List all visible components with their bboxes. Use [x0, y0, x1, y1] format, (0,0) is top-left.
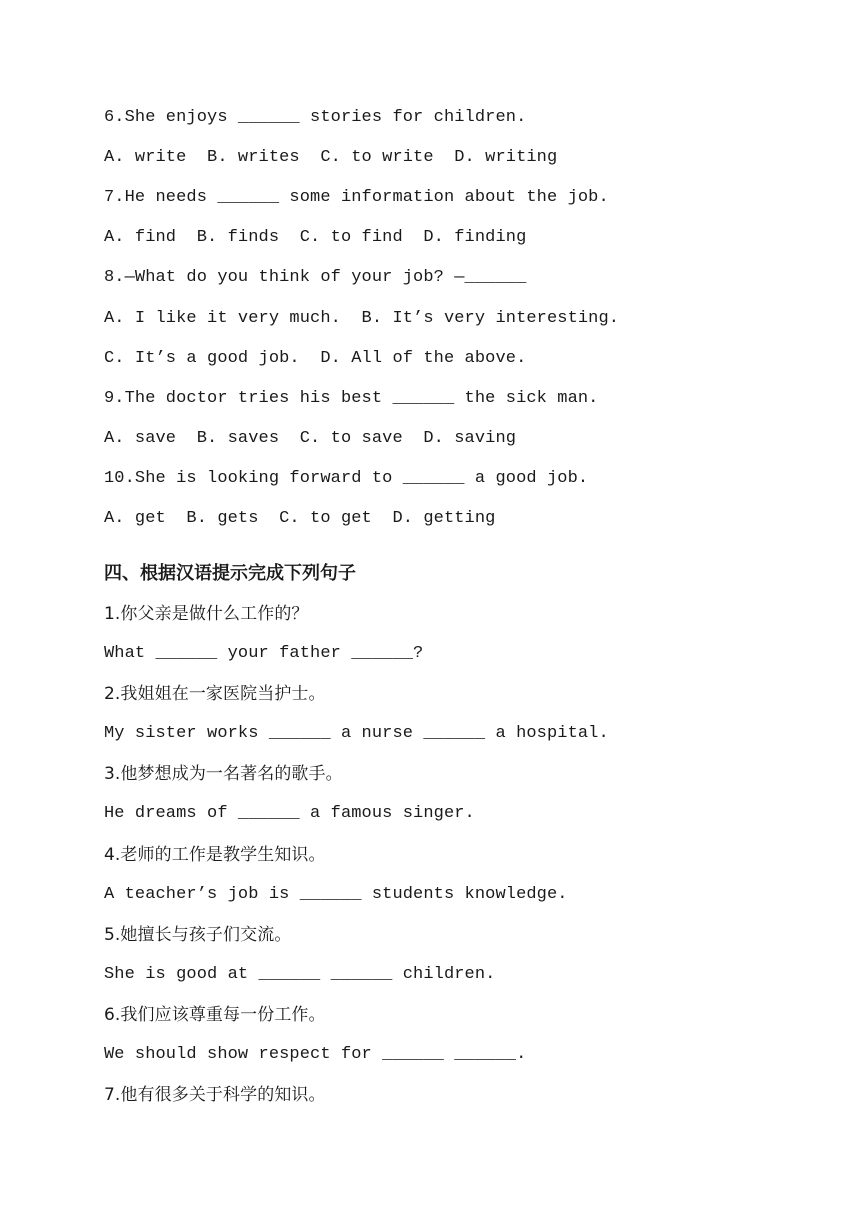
translation-item-5-chinese: 5.她擅长与孩子们交流。 [104, 925, 292, 945]
question-7: 7.He needs ______ some information about the job. [104, 188, 609, 207]
translation-item-1-chinese: 1.你父亲是做什么工作的？ [104, 604, 309, 624]
translation-item-2-chinese: 2.我姐姐在一家医院当护士。 [104, 684, 326, 704]
translation-item-7-chinese: 7.他有很多关于科学的知识。 [104, 1085, 326, 1105]
options-9: A. save B. saves C. to save D. saving [104, 429, 517, 448]
question-8: 8.—What do you think of your job? —______ [104, 268, 527, 287]
options-8-cd: C. It’s a good job. D. All of the above. [104, 349, 527, 368]
translation-item-6-english: We should show respect for ______ ______. [104, 1045, 527, 1064]
translation-item-6-chinese: 6.我们应该尊重每一份工作。 [104, 1005, 326, 1025]
translation-item-5-english: She is good at ______ ______ children. [104, 965, 496, 984]
translation-item-4-chinese: 4.老师的工作是教学生知识。 [104, 845, 326, 865]
translation-item-2-english: My sister works ______ a nurse ______ a hospital. [104, 724, 609, 743]
options-10: A. get B. gets C. to get D. getting [104, 509, 496, 528]
question-9: 9.The doctor tries his best ______ the sick man. [104, 389, 599, 408]
translation-item-1-english: What ______ your father ______? [104, 644, 424, 663]
section-heading: 四、根据汉语提示完成下列句子 [104, 563, 356, 584]
options-7: A. find B. finds C. to find D. finding [104, 228, 527, 247]
question-6: 6.She enjoys ______ stories for children. [104, 108, 527, 127]
translation-item-3-english: He dreams of ______ a famous singer. [104, 804, 475, 823]
translation-item-3-chinese: 3.他梦想成为一名著名的歌手。 [104, 764, 343, 784]
options-6: A. write B. writes C. to write D. writing [104, 148, 558, 167]
options-8-ab: A. I like it very much. B. It’s very interesting. [104, 309, 620, 328]
translation-item-4-english: A teacher’s job is ______ students knowledge. [104, 885, 568, 904]
question-10: 10.She is looking forward to ______ a good job. [104, 469, 589, 488]
